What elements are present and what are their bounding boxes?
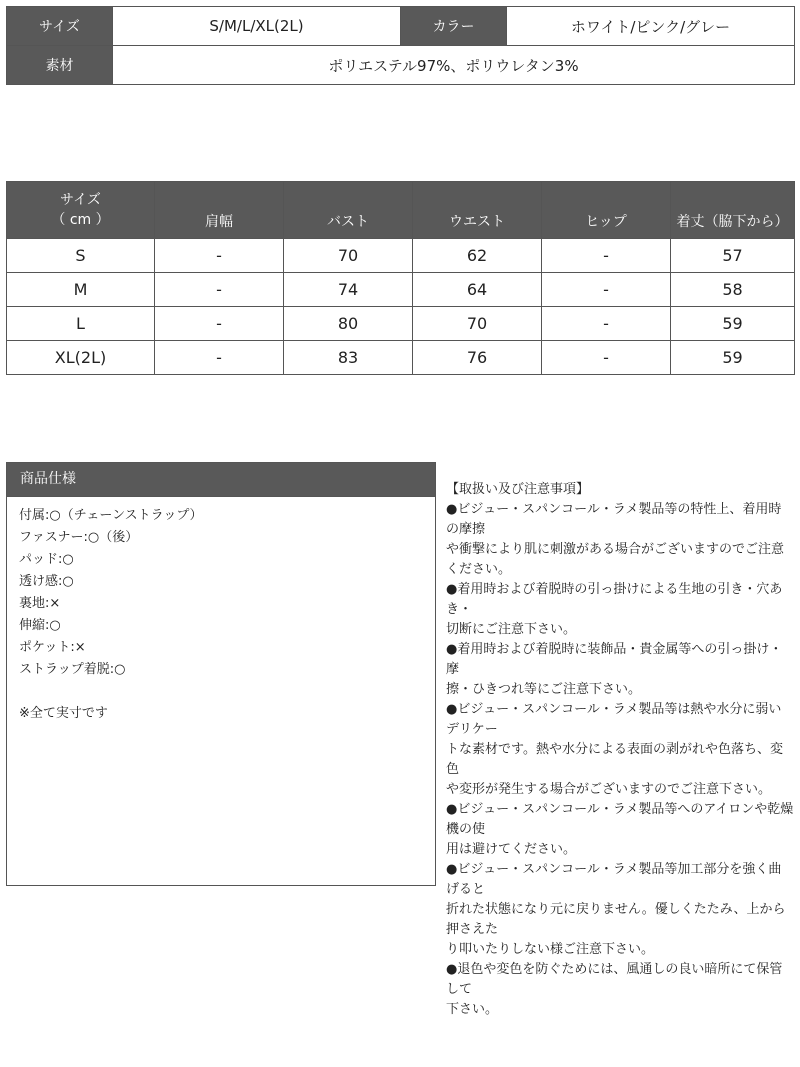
table-cell: - <box>542 307 671 341</box>
table-cell: - <box>155 341 284 375</box>
table-cell: 74 <box>284 273 413 307</box>
table-cell: - <box>155 273 284 307</box>
table-row <box>7 273 795 307</box>
list-item: 裏地:× <box>19 596 61 611</box>
list-item: 付属:○（チェーンストラップ） <box>19 508 203 523</box>
table-cell: M <box>7 273 155 307</box>
size-table <box>6 181 795 375</box>
list-item: ポケット:× <box>19 640 86 655</box>
table-cell: - <box>542 273 671 307</box>
table-cell: - <box>155 239 284 273</box>
table-row <box>7 307 795 341</box>
list-item: ●ビジュー・スパンコール・ラメ製品等は熱や水分に弱いデリケー トな素材です。熱や水分による表面の剥がれや色落ち、変色 や変形が発生する場合がございますのでご注意下さい。 <box>446 702 783 797</box>
table-cell: 57 <box>671 239 795 273</box>
measurement-note: ※全て実寸です <box>19 706 108 721</box>
list-item: ファスナー:○（後） <box>19 530 139 545</box>
material-label: 素材 <box>7 46 113 85</box>
table-cell: XL(2L) <box>7 341 155 375</box>
size-table-header-row <box>7 182 795 239</box>
header-waist: ウエスト <box>413 182 542 239</box>
product-spec-title: 商品仕様 <box>7 463 435 497</box>
material-value: ポリエステル97%、ポリウレタン3% <box>113 46 795 85</box>
list-item: ストラップ着脱:○ <box>19 662 126 677</box>
table-cell: 83 <box>284 341 413 375</box>
list-item: 伸縮:○ <box>19 618 61 633</box>
size-value: S/M/L/XL(2L) <box>113 7 401 46</box>
list-item: 透け感:○ <box>19 574 74 589</box>
table-cell: 76 <box>413 341 542 375</box>
table-row <box>7 341 795 375</box>
header-hip: ヒップ <box>542 182 671 239</box>
header-length: 着丈（脇下から） <box>671 182 795 239</box>
header-bust: バスト <box>284 182 413 239</box>
size-header-line1: サイズ <box>60 192 101 208</box>
table-cell: 59 <box>671 341 795 375</box>
table-cell: 80 <box>284 307 413 341</box>
table-cell: - <box>542 239 671 273</box>
spec-table <box>6 6 795 85</box>
handling-title: 【取扱い及び注意事項】 <box>446 482 590 497</box>
product-spec-list <box>7 497 435 725</box>
table-cell: - <box>542 341 671 375</box>
table-cell: - <box>155 307 284 341</box>
product-spec-box <box>6 462 436 886</box>
handling-notes <box>446 480 794 1020</box>
list-item: ●ビジュー・スパンコール・ラメ製品等へのアイロンや乾燥機の使 用は避けてください。 <box>446 802 794 857</box>
color-value: ホワイト/ピンク/グレー <box>507 7 795 46</box>
table-cell: 70 <box>413 307 542 341</box>
list-item: ●退色や変色を防ぐためには、風通しの良い暗所にて保管して 下さい。 <box>446 962 783 1017</box>
table-cell: 62 <box>413 239 542 273</box>
table-cell: S <box>7 239 155 273</box>
table-cell: 70 <box>284 239 413 273</box>
header-shoulder: 肩幅 <box>155 182 284 239</box>
list-item: ●ビジュー・スパンコール・ラメ製品等加工部分を強く曲げると 折れた状態になり元に戻りません。優しくたたみ、上から押さえた り叩いたりしない様ご注意下さい。 <box>446 862 786 957</box>
table-cell: 58 <box>671 273 795 307</box>
table-cell: 59 <box>671 307 795 341</box>
list-item: ●着用時および着脱時の引っ掛けによる生地の引き・穴あき・ 切断にご注意下さい。 <box>446 582 783 637</box>
list-item: ●着用時および着脱時に装飾品・貴金属等への引っ掛け・摩 擦・ひきつれ等にご注意下さい。 <box>446 642 783 697</box>
list-item: パッド:○ <box>19 552 74 567</box>
color-label: カラー <box>401 7 507 46</box>
size-header-line2: （ cm ） <box>51 212 110 228</box>
size-table-header-size <box>7 182 155 239</box>
list-item: ●ビジュー・スパンコール・ラメ製品等の特性上、着用時の摩擦 や衝撃により肌に刺激がある場合がございますのでご注意ください。 <box>446 502 785 577</box>
table-cell: L <box>7 307 155 341</box>
size-label: サイズ <box>7 7 113 46</box>
table-cell: 64 <box>413 273 542 307</box>
table-row <box>7 239 795 273</box>
